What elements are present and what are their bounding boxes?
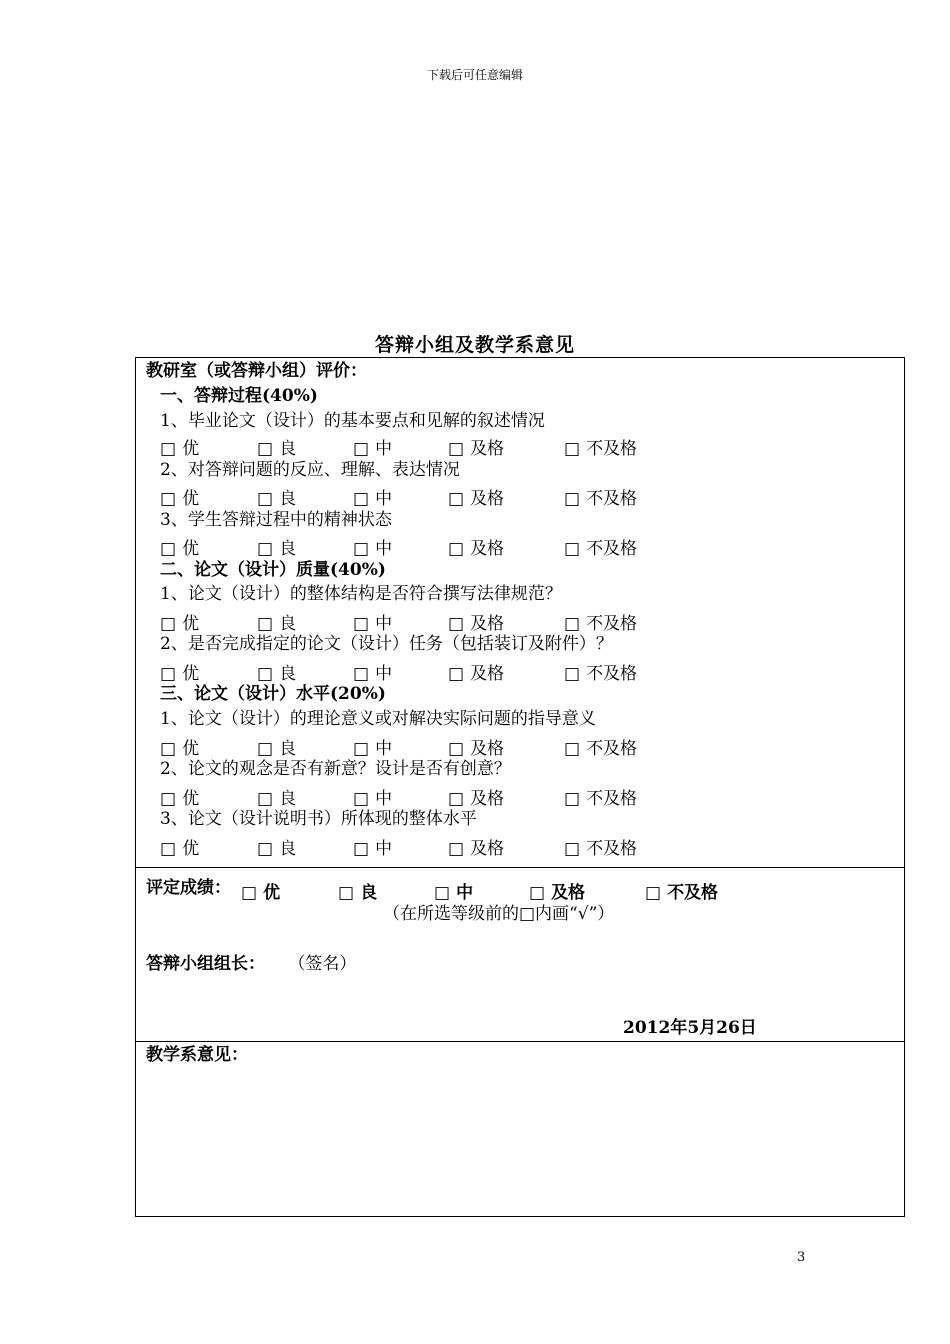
checkbox[interactable]: □ [353,839,370,859]
checkbox[interactable]: □ [529,883,546,903]
grade-option[interactable] [564,784,637,809]
checkbox[interactable]: □ [564,664,581,684]
grade-option-label: 不及格 [586,489,638,509]
grade-option[interactable] [257,534,296,559]
grade-options-row [160,784,780,809]
checkbox[interactable]: □ [160,739,177,759]
grade-option[interactable] [448,609,504,634]
grade-options-row [160,734,780,759]
signature-field[interactable]: （签名） [288,954,357,974]
checkbox[interactable]: □ [434,883,451,903]
grade-option-label: 良 [279,539,297,559]
checkbox[interactable]: □ [353,789,370,809]
question-text: 2、是否完成指定的论文（设计）任务（包括装订及附件）？ [160,634,613,654]
grade-option[interactable] [160,784,199,809]
grade-option-label: 及格 [470,664,505,684]
checkbox[interactable]: □ [160,489,177,509]
question-text: 2、对答辩问题的反应、理解、表达情况 [160,460,460,480]
grade-option[interactable] [353,784,392,809]
question-text: 3、学生答辩过程中的精神状态 [160,510,392,530]
department-opinion-section [136,1042,904,1216]
header-note: 下载后可任意编辑 [426,68,523,82]
grade-option-label: 及格 [470,439,505,459]
grade-option-label: 及格 [551,883,586,903]
grade-option-label: 中 [375,664,393,684]
checkbox[interactable]: □ [257,739,274,759]
grade-option[interactable] [160,609,199,634]
final-grade-row [146,878,231,898]
grade-option-label: 及格 [470,739,505,759]
final-grade-option[interactable] [529,878,585,903]
grade-option[interactable] [160,834,199,859]
grade-option-label: 良 [279,739,297,759]
checkbox[interactable]: □ [160,539,177,559]
grade-option-label: 不及格 [586,539,638,559]
grade-option[interactable] [564,609,637,634]
grade-option[interactable] [257,834,296,859]
checkbox[interactable]: □ [160,839,177,859]
checkbox[interactable]: □ [564,839,581,859]
grade-option[interactable] [160,659,199,684]
checkbox[interactable]: □ [645,883,662,903]
checkbox[interactable]: □ [241,883,258,903]
page-title: 答辩小组及教学系意见 [374,334,575,356]
checkbox[interactable]: □ [338,883,355,903]
grade-option[interactable] [564,734,637,759]
grade-option[interactable] [160,534,199,559]
grade-option[interactable] [160,734,199,759]
question-text: 3、论文（设计说明书）所体现的整体水平 [160,809,477,829]
grade-options-row [160,484,780,509]
grade-option-label: 不及格 [586,664,638,684]
checkbox[interactable]: □ [353,664,370,684]
checkbox[interactable]: □ [160,789,177,809]
grade-option[interactable] [257,484,296,509]
grade-option-label: 中 [375,614,393,634]
checkbox[interactable]: □ [353,539,370,559]
checkbox[interactable]: □ [564,489,581,509]
grade-options-row [160,659,780,684]
grade-option[interactable] [353,534,392,559]
grade-option[interactable] [353,659,392,684]
final-grade-option[interactable] [241,878,280,903]
grade-option-label: 良 [279,839,297,859]
grade-option-label: 优 [182,839,200,859]
grade-option-label: 不及格 [667,883,719,903]
department-opinion-field[interactable] [146,1072,894,1206]
evaluation-section [136,358,904,868]
grade-option-label: 及格 [470,614,505,634]
checkbox[interactable]: □ [257,614,274,634]
checkbox[interactable]: □ [564,439,581,459]
checkbox[interactable]: □ [160,614,177,634]
checkbox[interactable]: □ [564,739,581,759]
checkbox[interactable]: □ [257,439,274,459]
final-grade-label: 评定成绩： [146,878,231,898]
grade-option-label: 良 [279,614,297,634]
checkbox[interactable]: □ [353,739,370,759]
grade-option[interactable] [353,834,392,859]
question-text: 2、论文的观念是否有新意？设计是否有创意？ [160,759,511,779]
checkbox[interactable]: □ [448,614,465,634]
grade-option[interactable] [448,659,504,684]
grade-option-label: 优 [182,614,200,634]
grade-options-row [160,834,780,859]
grade-option-label: 良 [279,489,297,509]
grade-option[interactable] [257,434,296,459]
grade-option-label: 良 [279,789,297,809]
grade-option-label: 不及格 [586,839,638,859]
grade-option[interactable] [564,534,637,559]
grade-option-label: 及格 [470,539,505,559]
grade-option[interactable] [448,784,504,809]
grade-instruction-note: （在所选等级前的□内画“√”） [383,904,615,924]
part-heading: 一、答辩过程(40%) [160,386,318,406]
department-opinion-label: 教学系意见： [146,1045,248,1065]
grade-option[interactable] [353,434,392,459]
grade-option-label: 中 [375,789,393,809]
checkbox[interactable]: □ [564,789,581,809]
sign-date: 2012年5月26日 [623,1018,757,1038]
checkbox[interactable]: □ [353,439,370,459]
final-grade-options [241,878,861,903]
final-grade-section [136,868,904,1042]
leader-label: 答辩小组组长： [146,954,265,974]
checkbox[interactable]: □ [448,489,465,509]
grade-option[interactable] [257,609,296,634]
grade-option-label: 优 [182,739,200,759]
grade-option[interactable] [448,734,504,759]
question-text: 1、论文（设计）的整体结构是否符合撰写法律规范？ [160,584,562,604]
grade-option[interactable] [160,484,199,509]
opinion-form [135,357,905,1217]
grade-option-label: 及格 [470,789,505,809]
question-text: 1、论文（设计）的理论意义或对解决实际问题的指导意义 [160,709,596,729]
checkbox[interactable]: □ [257,789,274,809]
grade-option[interactable] [564,484,637,509]
grade-option[interactable] [257,659,296,684]
grade-options-row [160,434,780,459]
grade-option-label: 优 [182,489,200,509]
grade-option-label: 优 [263,883,281,903]
grade-option-label: 良 [279,664,297,684]
grade-options-row [160,609,780,634]
checkbox[interactable]: □ [160,439,177,459]
grade-option-label: 不及格 [586,439,638,459]
grade-option-label: 中 [375,839,393,859]
checkbox[interactable]: □ [448,739,465,759]
grade-option[interactable] [353,609,392,634]
final-grade-option[interactable] [338,878,377,903]
part-heading: 三、论文（设计）水平(20%) [160,684,386,704]
checkbox[interactable]: □ [257,839,274,859]
grade-option[interactable] [448,834,504,859]
grade-option-label: 中 [375,439,393,459]
checkbox[interactable]: □ [564,614,581,634]
grade-option[interactable] [448,484,504,509]
grade-option-label: 不及格 [586,739,638,759]
grade-option[interactable] [257,784,296,809]
grade-option[interactable] [353,484,392,509]
evaluation-heading: 教研室（或答辩小组）评价： [146,361,367,381]
grade-option[interactable] [448,434,504,459]
checkbox[interactable]: □ [257,489,274,509]
checkbox[interactable]: □ [353,489,370,509]
grade-option-label: 及格 [470,839,505,859]
grade-option[interactable] [448,534,504,559]
signature-row [146,954,356,974]
grade-option[interactable] [257,734,296,759]
grade-option-label: 优 [182,539,200,559]
grade-option-label: 及格 [470,489,505,509]
page-number: 3 [797,1250,806,1265]
checkbox[interactable]: □ [448,539,465,559]
grade-option-label: 良 [279,439,297,459]
part-heading: 二、论文（设计）质量(40%) [160,560,386,580]
checkbox[interactable]: □ [564,539,581,559]
checkbox[interactable]: □ [353,614,370,634]
checkbox[interactable]: □ [448,664,465,684]
grade-option[interactable] [564,434,637,459]
checkbox[interactable]: □ [448,789,465,809]
checkbox[interactable]: □ [448,439,465,459]
grade-option-label: 中 [375,539,393,559]
checkbox[interactable]: □ [448,839,465,859]
grade-option-label: 优 [182,439,200,459]
grade-option-label: 良 [360,883,378,903]
grade-options-row [160,534,780,559]
grade-option-label: 优 [182,664,200,684]
final-grade-option[interactable] [434,878,473,903]
checkbox[interactable]: □ [160,664,177,684]
checkbox[interactable]: □ [257,664,274,684]
question-text: 1、毕业论文（设计）的基本要点和见解的叙述情况 [160,411,545,431]
grade-option-label: 不及格 [586,789,638,809]
grade-option-label: 中 [375,489,393,509]
grade-option[interactable] [160,434,199,459]
grade-option-label: 中 [375,739,393,759]
grade-option[interactable] [564,834,637,859]
grade-option-label: 不及格 [586,614,638,634]
checkbox[interactable]: □ [257,539,274,559]
grade-option[interactable] [564,659,637,684]
grade-option[interactable] [353,734,392,759]
final-grade-option[interactable] [645,878,718,903]
grade-option-label: 优 [182,789,200,809]
grade-option-label: 中 [456,883,474,903]
